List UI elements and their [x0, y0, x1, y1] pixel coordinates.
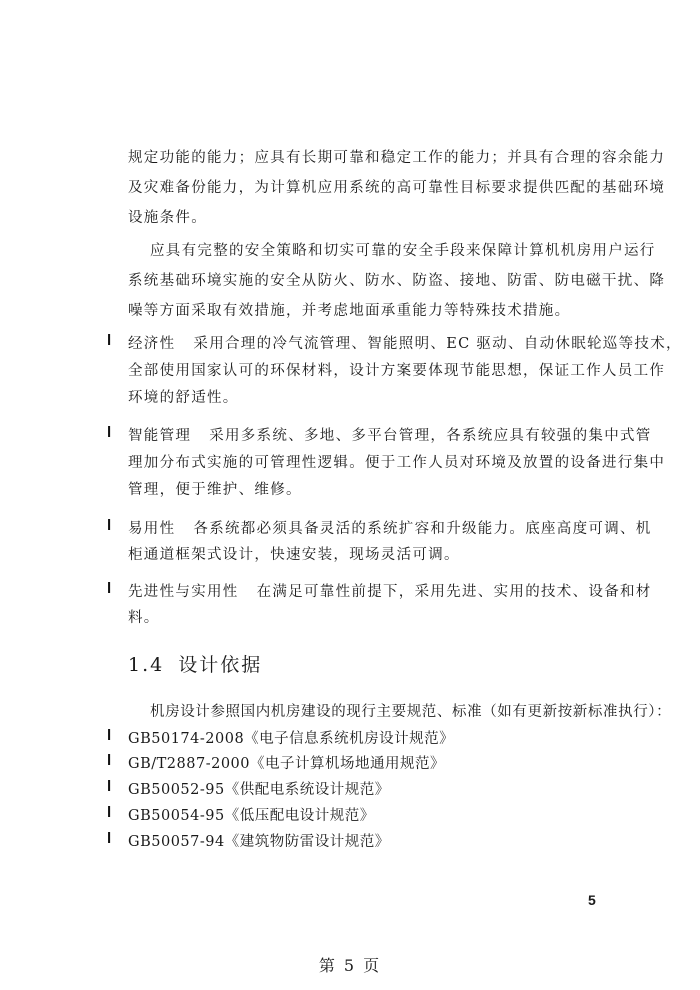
bullet-marker: l [107, 727, 112, 744]
para2-line-3: 噪等方面采取有效措施，并考虑地面承重能力等特殊技术措施。 [128, 303, 571, 319]
section-number: 1.4 [128, 654, 165, 676]
list-item [128, 580, 652, 601]
page-number: 5 [588, 892, 596, 908]
item-text: 采用合理的冷气流管理、智能照明、EC 驱动、自动休眠轮巡等技术， [193, 336, 682, 352]
item-continuation: 柜通道框架式设计，快速安装，现场灵活可调。 [128, 547, 460, 563]
standards-intro: 机房设计参照国内机房建设的现行主要规范、标准（如有更新按新标准执行）： [150, 704, 672, 720]
section-title: 设计依据 [178, 654, 263, 676]
para2-line-2: 系统基础环境实施的安全从防火、防水、防盗、接地、防雷、防电磁干扰、降 [128, 273, 666, 289]
section-heading [128, 650, 262, 677]
item-text: 各系统都必须具备灵活的系统扩容和升级能力。底座高度可调、机 [193, 521, 652, 537]
standard-item: GB50057-94《建筑物防雷设计规范》 [128, 834, 390, 850]
para2-line-1: 应具有完整的安全策略和切实可靠的安全手段来保障计算机机房用户运行 [150, 243, 656, 259]
bullet-marker: l [107, 580, 112, 597]
item-term: 易用性 [128, 521, 176, 537]
bullet-marker: l [107, 752, 112, 769]
item-term: 经济性 [128, 336, 176, 352]
list-item [128, 332, 682, 353]
bullet-marker: l [107, 517, 112, 534]
bullet-marker: l [107, 830, 112, 847]
item-term: 智能管理 [128, 428, 192, 444]
page-footer: 第 5 页 [318, 956, 382, 975]
item-continuation: 管理，便于维护、维修。 [128, 482, 302, 498]
standard-item: GB50174-2008《电子信息系统机房设计规范》 [128, 731, 455, 747]
bullet-marker: l [107, 804, 112, 821]
para1-line-1: 规定功能的能力；应具有长期可靠和稳定工作的能力；并具有合理的容余能力 [128, 150, 666, 166]
item-text: 在满足可靠性前提下，采用先进、实用的技术、设备和材 [256, 584, 652, 600]
para1-line-3: 设施条件。 [128, 210, 207, 226]
bullet-marker: l [107, 332, 112, 349]
list-item [128, 517, 652, 538]
bullet-marker: l [107, 424, 112, 441]
item-continuation: 环境的舒适性。 [128, 390, 239, 406]
item-continuation: 理加分布式实施的可管理性逻辑。便于工作人员对环境及放置的设备进行集中 [128, 455, 666, 471]
standard-item: GB/T2887-2000《电子计算机场地通用规范》 [128, 756, 445, 772]
para1-line-2: 及灾难备份能力，为计算机应用系统的高可靠性目标要求提供匹配的基础环境 [128, 180, 666, 196]
item-text: 采用多系统、多地、多平台管理，各系统应具有较强的集中式管 [209, 428, 652, 444]
item-continuation: 料。 [128, 610, 160, 626]
standard-item: GB50052-95《供配电系统设计规范》 [128, 782, 390, 798]
bullet-marker: l [107, 778, 112, 795]
item-term: 先进性与实用性 [128, 584, 239, 600]
list-item [128, 424, 652, 445]
standard-item: GB50054-95《低压配电设计规范》 [128, 808, 375, 824]
item-continuation: 全部使用国家认可的环保材料，设计方案要体现节能思想，保证工作人员工作 [128, 363, 666, 379]
